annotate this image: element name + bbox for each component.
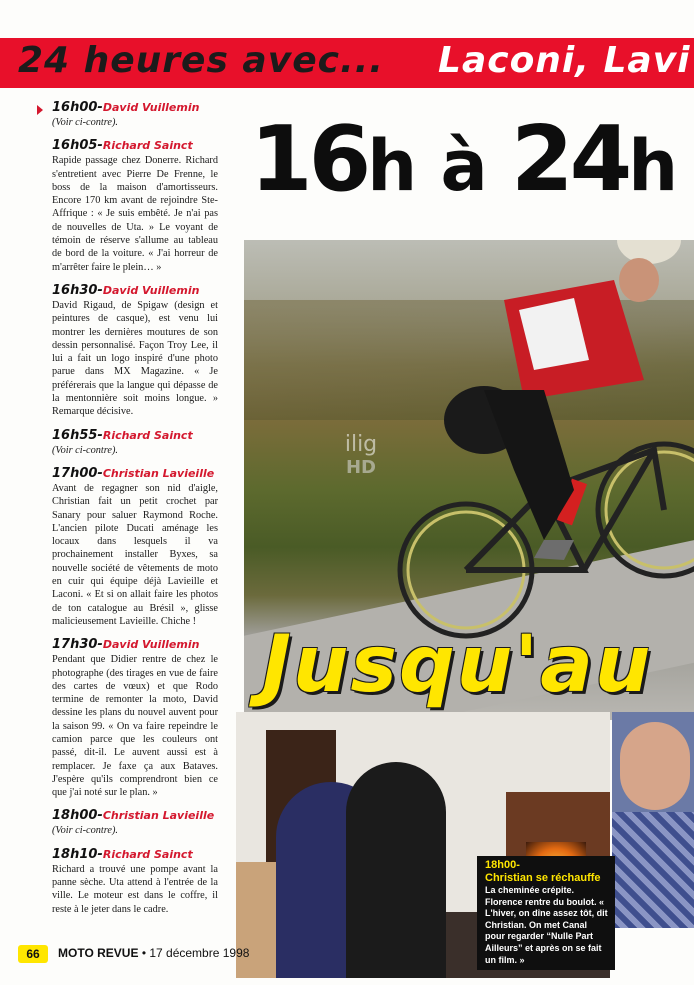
entry-heading <box>52 428 218 444</box>
timeline-entry <box>52 138 218 274</box>
photo-portrait <box>612 712 694 928</box>
entry-person: Richard Sainct <box>102 139 193 153</box>
entry-text: Rapide passage chez Donerre. Richard s'entretient avec Pierre De Frenne, le boss de la maison d'amortisseurs. Encore 170 km avant de rejoindre Ste-Affrique : « Je suis embêté. Je n'ai pas de nouvelles de Uta. » Le voyant de témoin de réserve s'allume au tableau de bord de la voiture. « J'ai horreur de m'arrêter faire le plein… » <box>52 155 218 273</box>
entry-note: (Voir ci-contre). <box>52 117 118 128</box>
entry-heading <box>52 637 218 653</box>
entry-heading <box>52 138 218 154</box>
portrait-shirt <box>612 812 694 928</box>
headline-part5: h <box>628 125 675 207</box>
person-woman <box>346 762 446 978</box>
issue-date: • 17 décembre 1998 <box>141 946 250 960</box>
entry-person: David Vuillemin <box>102 283 200 297</box>
page-footer <box>18 945 258 965</box>
headline-part3: à <box>440 125 484 207</box>
headline-part4: 24 <box>511 107 629 212</box>
page-number: 66 <box>18 945 48 963</box>
portrait-head <box>620 722 690 810</box>
entry-person: Richard Sainct <box>102 847 193 861</box>
timeline-entry <box>52 100 218 129</box>
caption-title: Christian se réchauffe <box>485 872 601 884</box>
entry-time: 16h30- <box>52 282 103 298</box>
watermark-line1: ilig <box>344 432 378 457</box>
entry-text: David Rigaud, de Spigaw (design et peintures de casque), est venu lui montrer les dernières moutures de son dessin personnalisé. Façon Troy Lee, il lui a fait un logo inspiré d'une photo parue dans MX Magazine. « Je préférerais que la langue qui dépasse de la mentonnière soit moins longue. » Remarque décisive. <box>52 299 218 418</box>
entry-heading <box>52 847 218 863</box>
entry-time: 18h10- <box>52 846 103 862</box>
entry-note: (Voir ci-contre). <box>52 444 118 456</box>
entry-text <box>52 116 218 129</box>
magazine-name: MOTO REVUE <box>58 946 139 960</box>
entry-time: 17h30- <box>52 637 103 653</box>
banner-title-right: Laconi, Lavi <box>438 40 691 81</box>
watermark-hd: HD <box>345 457 376 478</box>
caption-text: La cheminée crépite. Florence rentre du boulot. « L'hiver, on dîne assez tôt, dit Christian. On met Canal pour regarder “Nulle Part Ailleurs” et après on se fait un film. » <box>485 885 608 965</box>
entry-person: David Vuillemin <box>102 638 200 652</box>
watermark-logo <box>326 432 396 502</box>
timeline-entry <box>52 637 218 799</box>
timeline-entry <box>52 283 218 419</box>
caption-time: 18h00- <box>485 859 520 871</box>
entry-time: 16h00- <box>52 100 103 115</box>
entry-time: 16h55- <box>52 427 103 443</box>
photo-caption <box>477 856 615 970</box>
timeline-entry <box>52 847 218 916</box>
headline-jusqu-au: Jusqu'au <box>262 620 653 710</box>
entry-time: 18h00- <box>52 808 103 824</box>
timeline-entry <box>52 466 218 628</box>
entry-heading <box>52 100 218 116</box>
entry-time: 17h00- <box>52 465 103 481</box>
headline-time-range <box>250 107 675 216</box>
entry-text: Richard a trouvé une pompe avant la panne sèche. Uta attend à l'entrée de la ville. Le moteur est dans le coffre, il reste à le jeter dans le cadre. <box>52 863 218 915</box>
entry-person: David Vuillemin <box>102 101 200 114</box>
timeline-column <box>52 100 218 925</box>
entry-text: Pendant que Didier rentre de chez le photographe (des tirages en vue de faire des cartes de vœux) et que Rodo termine de remonter la moto, David dessine les plans du nouvel auvent pour la saison 99. « On va faire repeindre le camion parce que les couleurs ont passé, dit-il. Le auvent aussi est à remplacer. Je faxe ça aux Bataves. J'espère qu'ils comprendront bien ce que j'ai noté sur le plan. » <box>52 654 218 799</box>
entry-person: Christian Lavieille <box>102 809 215 823</box>
headline-part1: 16 <box>250 107 368 212</box>
bullet-marker-icon <box>37 105 43 115</box>
entry-heading <box>52 466 218 482</box>
header-banner <box>0 38 694 88</box>
banner-title-left: 24 heures avec... <box>18 40 384 81</box>
entry-time: 16h05- <box>52 138 103 154</box>
entry-note: (Voir ci-contre). <box>52 825 118 837</box>
entry-person: Christian Lavieille <box>102 466 215 480</box>
magazine-credit <box>58 946 249 960</box>
entry-heading <box>52 283 218 299</box>
headline-part2: h <box>367 125 414 207</box>
entry-text: Avant de regagner son nid d'aigle, Christian fait un petit crochet par Sanary pour saluer Raymond Roche. L'ancien pilote Ducati aménage les locaux dans lesquels il va prochainement installer Byxes, sa nouvelle société de vêtements de moto en cuir qui équipe déjà Lavieille et Laconi. « Et si on allait faire les photos de ton catalogue au Brésil », glisse malicieusement Lavieille. Chiche ! <box>52 482 218 627</box>
timeline-entry <box>52 428 218 457</box>
timeline-entry <box>52 808 218 837</box>
entry-person: Richard Sainct <box>102 428 193 442</box>
entry-text <box>52 444 218 457</box>
entry-heading <box>52 808 218 824</box>
entry-text <box>52 824 218 837</box>
